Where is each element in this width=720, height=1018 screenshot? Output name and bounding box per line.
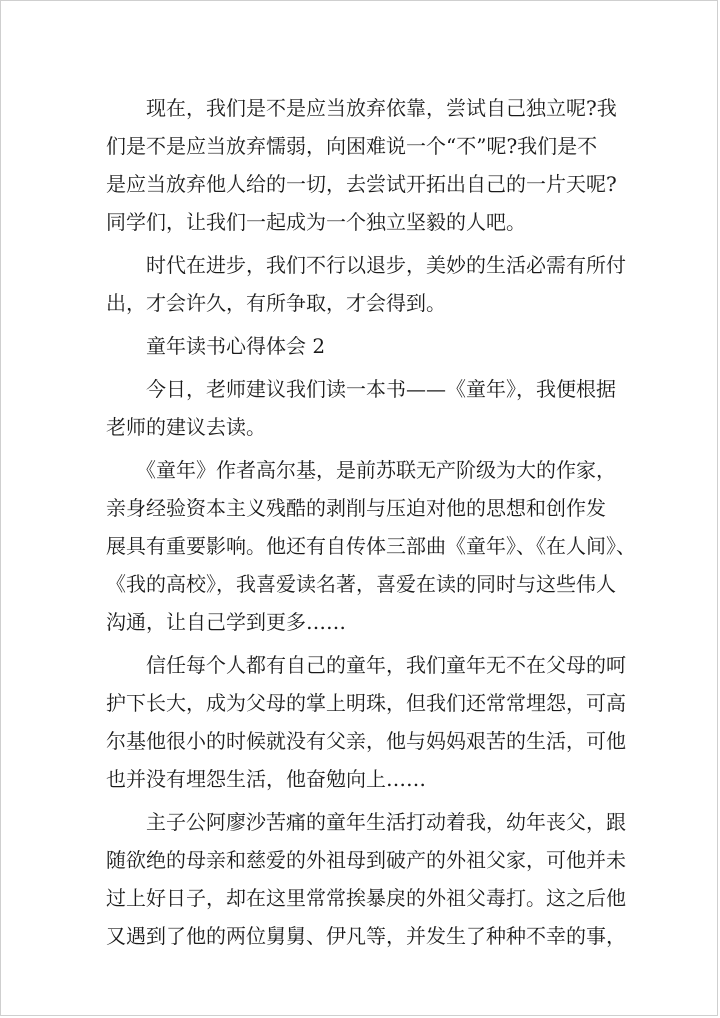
text-line: 尔基他很小的时候就没有父亲，他与妈妈艰苦的生活，可他: [106, 729, 626, 753]
text-line: 时代在进步，我们不行以退步，美妙的生活必需有所付: [106, 253, 626, 277]
text-line: 老师的建议去读。: [106, 415, 266, 439]
text-line: 《我的高校》，我喜爱读名著，喜爱在读的同时与这些伟人: [106, 572, 616, 596]
text-line: 过上好日子，却在这里常常挨暴戾的外祖父毒打。这之后他: [106, 886, 626, 910]
text-line: 出，才会许久，有所争取，才会得到。: [106, 291, 446, 315]
text-line: 们是不是应当放弃懦弱，向困难说一个“不”呢?我们是不: [106, 134, 598, 158]
text-line: 《童年》作者高尔基，是前苏联无产阶级为大的作家，: [106, 458, 616, 482]
section-heading: 童年读书心得体会 2: [106, 334, 326, 358]
text-line: 主子公阿廖沙苦痛的童年生活打动着我，幼年丧父，跟: [106, 810, 626, 834]
document-body: [106, 89, 636, 955]
text-line: 也并没有埋怨生活，他奋勉向上……: [106, 767, 426, 791]
text-line: 展具有重要影响。他还有自传体三部曲《童年》、《在人间》、: [106, 534, 636, 558]
text-line: 又遇到了他的两位舅舅、伊凡等，并发生了种种不幸的事，: [106, 924, 626, 948]
text-line: 现在，我们是不是应当放弃依靠，尝试自己独立呢?我: [106, 96, 617, 120]
text-line: 亲身经验资本主义残酷的剥削与压迫对他的思想和创作发: [106, 496, 606, 520]
text-line: 信任每个人都有自己的童年，我们童年无不在父母的呵: [106, 653, 626, 677]
text-line: 护下长大，成为父母的掌上明珠，但我们还常常埋怨，可高: [106, 691, 626, 715]
text-line: 是应当放弃他人给的一切，去尝试开拓出自己的一片天呢?: [106, 172, 617, 196]
text-line: 沟通，让自己学到更多……: [106, 610, 346, 634]
text-line: 今日，老师建议我们读一本书——《童年》，我便根据: [106, 377, 616, 401]
text-line: 同学们，让我们一起成为一个独立坚毅的人吧。: [106, 210, 526, 234]
text-line: 随欲绝的母亲和慈爱的外祖母到破产的外祖父家，可他并未: [106, 848, 626, 872]
